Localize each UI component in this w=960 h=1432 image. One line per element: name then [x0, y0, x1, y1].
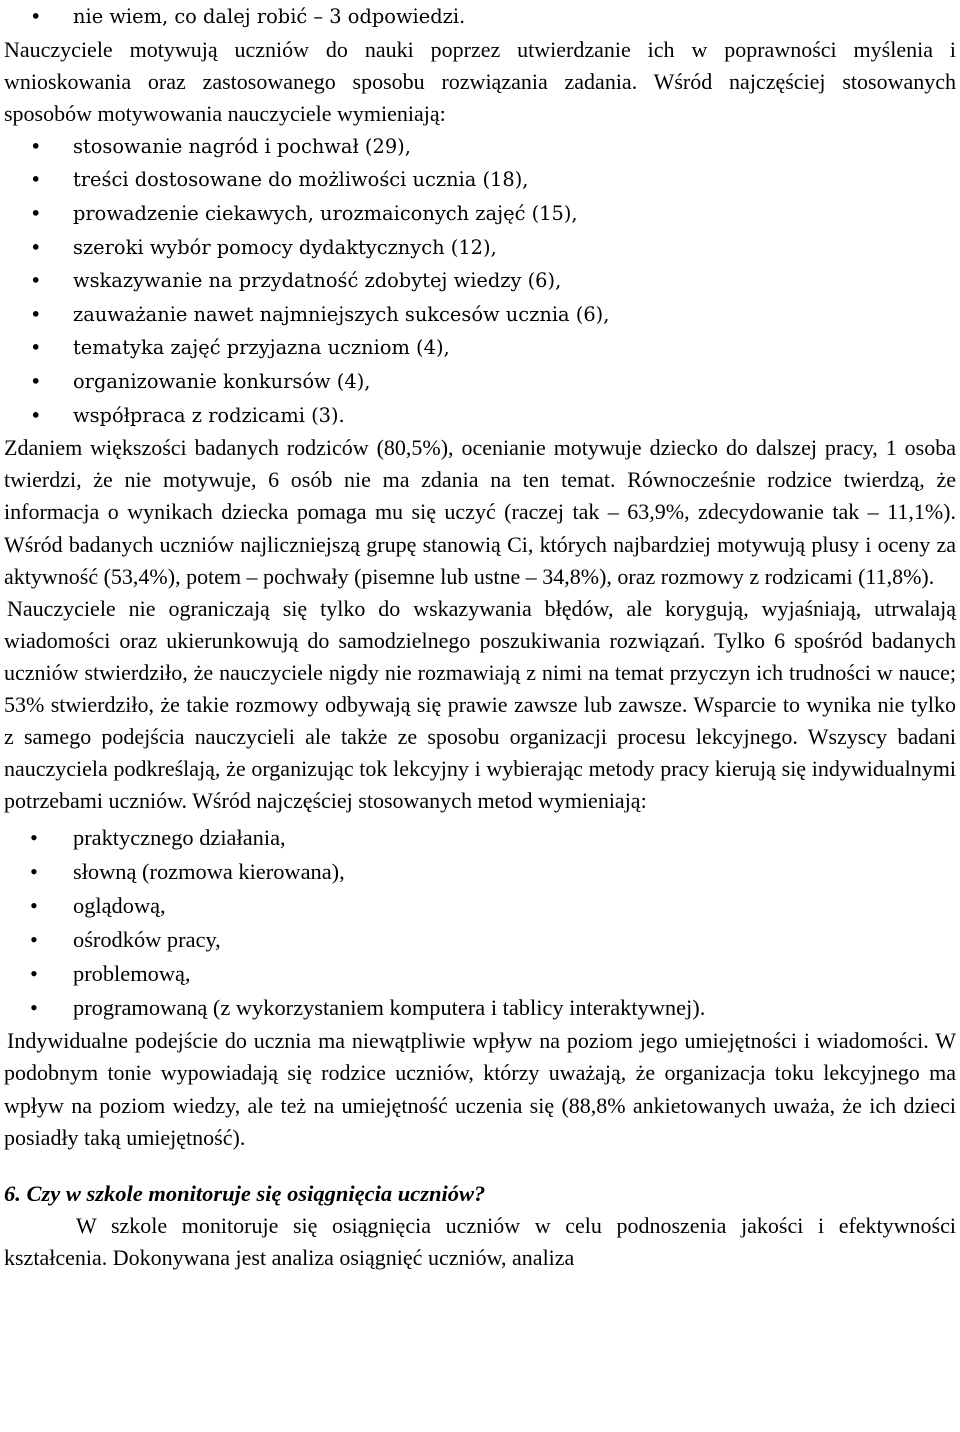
list-item-text: zauważanie nawet najmniejszych sukcesów ucznia (6), — [73, 302, 610, 326]
bullet-icon: • — [30, 927, 38, 953]
teaching-methods-list — [4, 821, 956, 1025]
list-item — [4, 365, 956, 399]
section-heading: 6. Czy w szkole monitoruje się osiągnięcia uczniów? — [4, 1180, 486, 1206]
list-item-text: problemową, — [73, 961, 191, 987]
bullet-icon: • — [30, 302, 42, 326]
bullet-icon: • — [30, 235, 42, 259]
list-item-text: szeroki wybór pomocy dydaktycznych (12), — [73, 235, 497, 259]
list-item — [4, 231, 956, 265]
motivation-methods-list — [4, 130, 956, 432]
bullet-icon: • — [30, 269, 42, 293]
list-item — [4, 855, 956, 889]
list-item-text: wskazywanie na przydatność zdobytej wiedzy (6), — [73, 269, 562, 293]
paragraph-teacher-support: Nauczyciele nie ograniczają się tylko do wskazywania błędów, ale korygują, wyjaśniają, utrwalają wiadomości oraz ukierunkowują do samodzielnego poszukiwania rozwiązań. Tylko 6 spośród badanych uczniów stwierdziło, że nauczyciele nigdy nie rozmawiają z nimi na temat przyczyn ich trudności w nauce; 53% stwierdziło, że takie rozmowy odbywają się prawie zawsze lub zawsze. Wsparcie to wynika nie tylko z samego podejścia nauczycieli ale także ze sposobu organizacji procesu lekcyjnego. Wszyscy badani nauczyciela podkreślają, że organizując tok lekcyjny i wybierając metody pracy kierują się indywidualnymi potrzebami uczniów. Wśród najczęściej stosowanych metod wymieniają: — [4, 595, 956, 814]
list-item-text: współpraca z rodzicami (3). — [73, 403, 345, 427]
list-item — [4, 197, 956, 231]
list-item-text: organizowanie konkursów (4), — [73, 370, 371, 394]
list-item — [4, 0, 956, 34]
paragraph-parents-opinion: Zdaniem większości badanych rodziców (80,5%), ocenianie motywuje dziecko do dalszej pracy, 1 osoba twierdzi, że nie motywuje, 6 osób nie ma zdania na ten temat. Równocześnie rodzice twierdzą, że informacja o wynikach dziecka pomaga mu się uczyć (raczej tak – 63,9%, zdecydowanie tak – 11,1%). Wśród badanych uczniów najliczniejszą grupę stanowią Ci, których najbardziej motywują plusy i oceny za aktywność (53,4%), potem – pochwały (pisemne lub ustne – 34,8%), oraz rozmowy z rodzicami (11,8%). — [4, 435, 956, 589]
list-item — [4, 821, 956, 855]
list-item — [4, 298, 956, 332]
bullet-icon: • — [30, 134, 42, 158]
list-item — [4, 399, 956, 433]
list-item-text: treści dostosowane do możliwości ucznia (18), — [73, 168, 529, 192]
list-item-text: ośrodków pracy, — [73, 927, 221, 953]
list-item-text: tematyka zajęć przyjazna uczniom (4), — [73, 336, 450, 360]
list-item — [4, 957, 956, 991]
list-item-text: oglądową, — [73, 893, 166, 919]
paragraph-monitoring: W szkole monitoruje się osiągnięcia uczniów w celu podnoszenia jakości i efektywności kształcenia. Dokonywana jest analiza osiągnięć uczniów, analiza — [4, 1212, 956, 1270]
bullet-icon: • — [30, 995, 38, 1021]
bullet-icon: • — [30, 336, 42, 360]
bullet-icon: • — [30, 168, 42, 192]
list-item — [4, 264, 956, 298]
list-item — [4, 923, 956, 957]
bullet-icon: • — [30, 825, 38, 851]
bullet-icon: • — [30, 859, 38, 885]
list-item-text: praktycznego działania, — [73, 825, 286, 851]
list-item-text: prowadzenie ciekawych, urozmaiconych zajęć (15), — [73, 202, 578, 226]
paragraph-teacher-motivation: Nauczyciele motywują uczniów do nauki poprzez utwierdzanie ich w poprawności myślenia i wnioskowania oraz zastosowanego sposobu rozwiązania zadania. Wśród najczęściej stosowanych sposobów motywowania nauczyciele wymieniają: — [4, 36, 956, 126]
list-item-text: stosowanie nagród i pochwał (29), — [73, 134, 411, 158]
list-item — [4, 163, 956, 197]
list-item — [4, 331, 956, 365]
paragraph-individual-approach: Indywidualne podejście do ucznia ma niewątpliwie wpływ na poziom jego umiejętności i wiadomości. W podobnym tonie wypowiadają się rodzice uczniów, którzy uważają, że organizacja toku lekcyjnego ma wpływ na poziom wiedzy, ale też na umiejętność uczenia się (88,8% ankietowanych uważa, że ich dzieci posiadły taką umiejętność). — [4, 1028, 956, 1150]
list-item — [4, 130, 956, 164]
document-page — [4, 0, 956, 1274]
list-item-text: słowną (rozmowa kierowana), — [73, 859, 345, 885]
list-item-text: nie wiem, co dalej robić – 3 odpowiedzi. — [73, 5, 466, 28]
list-item — [4, 991, 956, 1025]
bullet-icon: • — [30, 370, 42, 394]
list-item — [4, 889, 956, 923]
bullet-icon: • — [30, 893, 38, 919]
bullet-icon: • — [30, 961, 38, 987]
bullet-icon: • — [30, 202, 42, 226]
top-bullet-list — [4, 0, 956, 34]
bullet-icon: • — [30, 5, 42, 28]
bullet-icon: • — [30, 403, 42, 427]
list-item-text: programowaną (z wykorzystaniem komputera i tablicy interaktywnej). — [73, 995, 706, 1021]
